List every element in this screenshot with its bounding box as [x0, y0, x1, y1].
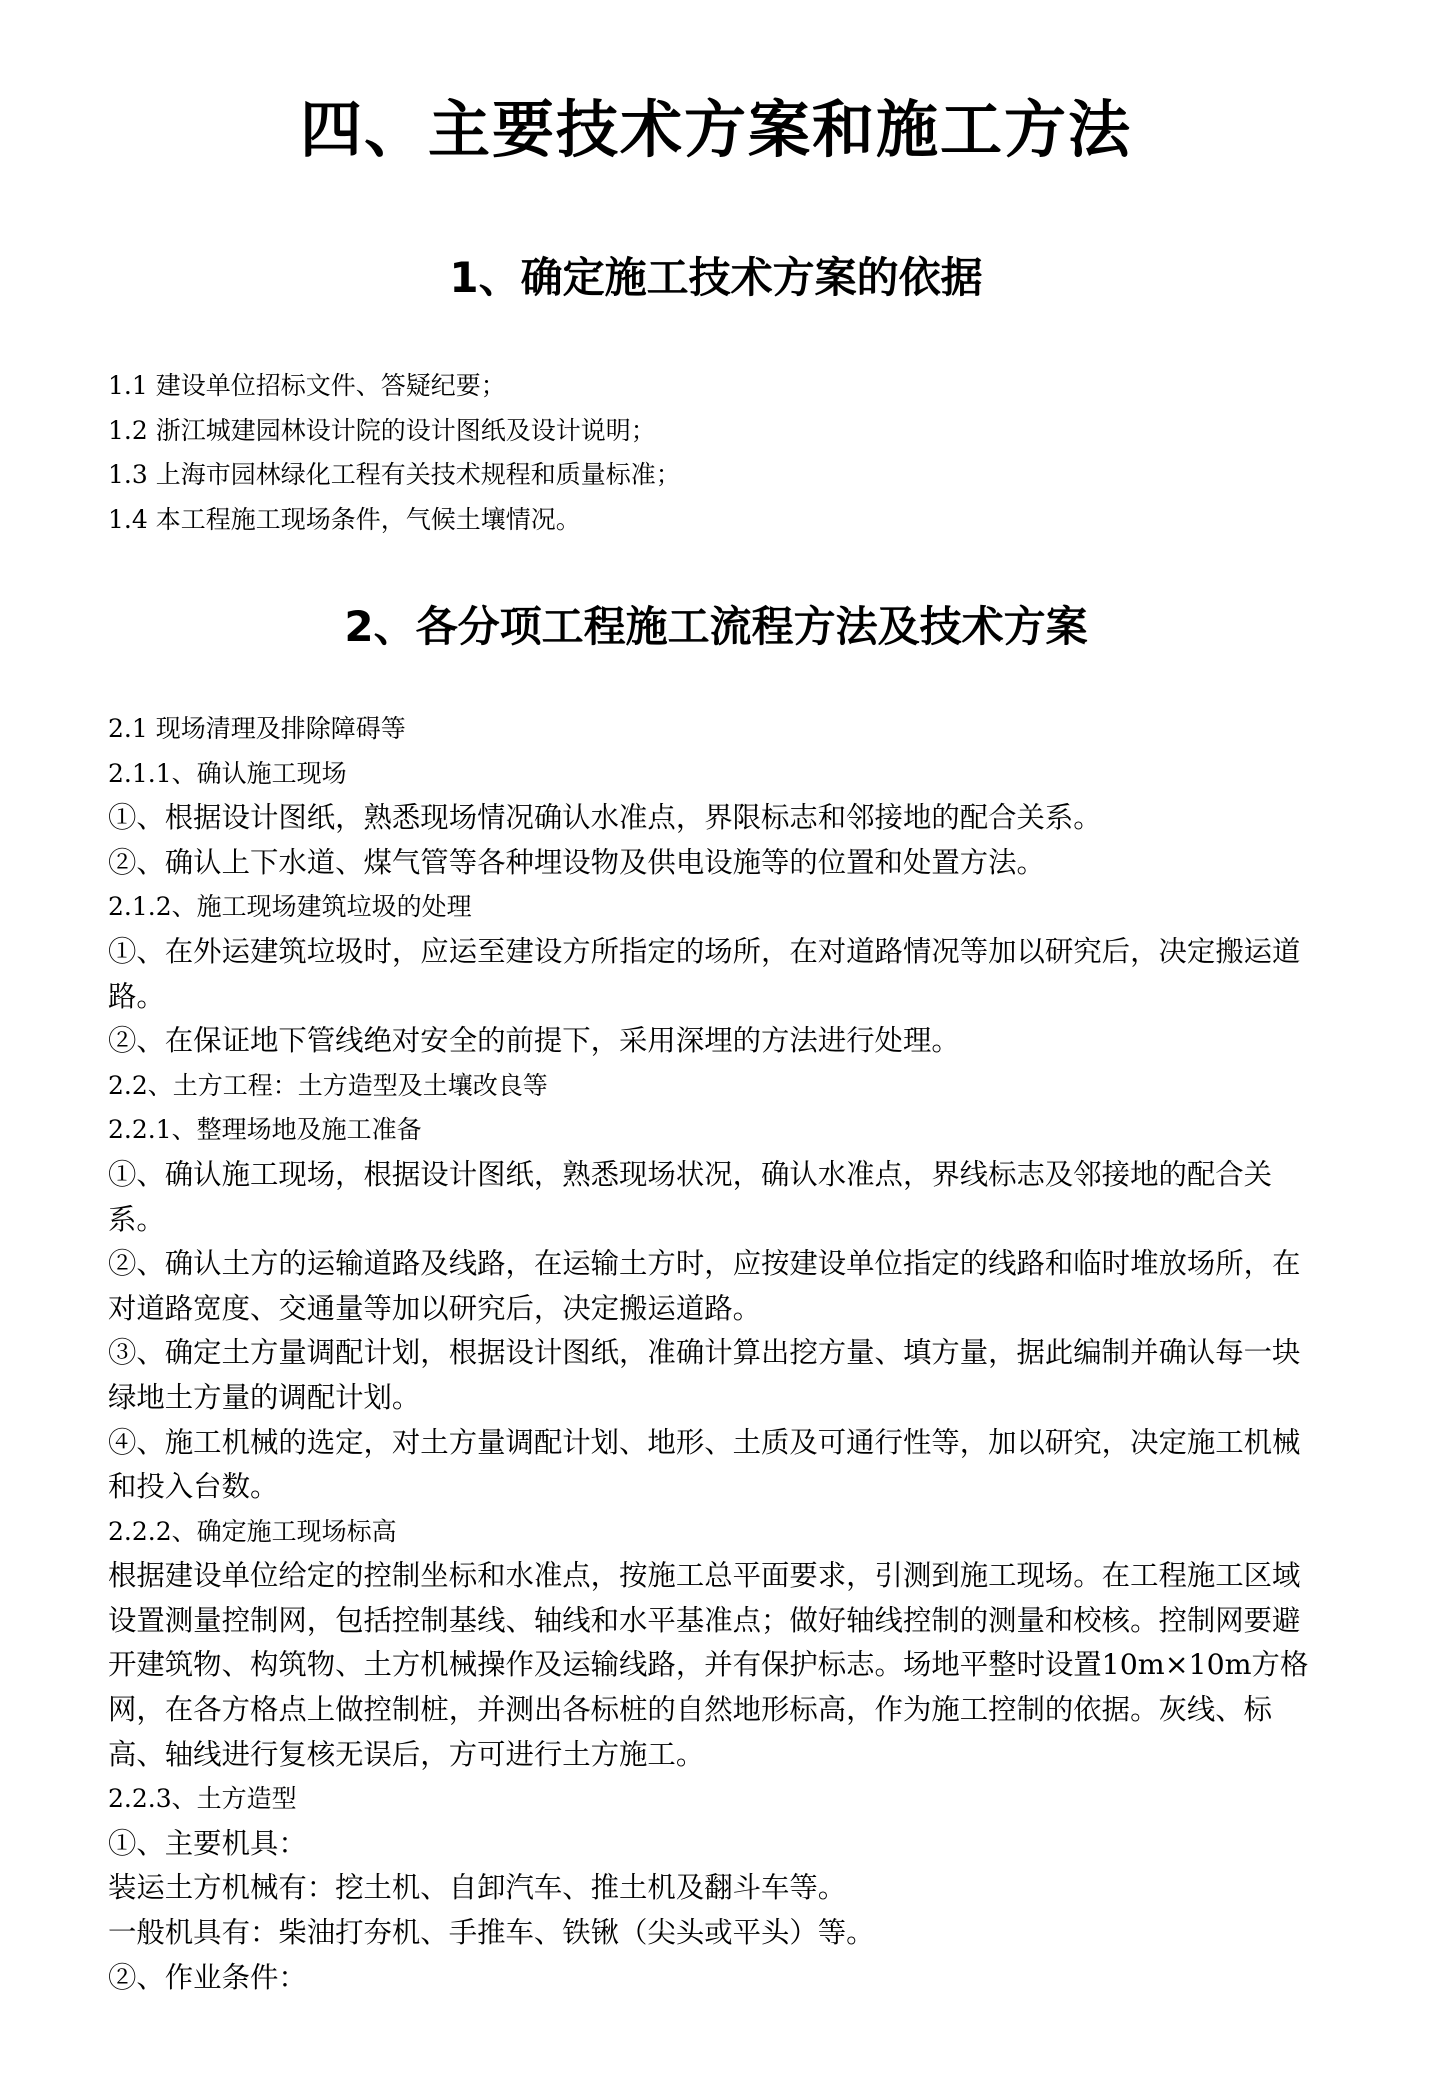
paragraph: ①、根据设计图纸，熟悉现场情况确认水准点，界限标志和邻接地的配合关系。 [108, 801, 1102, 835]
basis-list [108, 364, 1338, 542]
subsection-heading: 2.2.1、整理场地及施工准备 [108, 1115, 422, 1145]
paragraph: ①、主要机具： [108, 1826, 307, 1860]
list-item: 1.2 浙江城建园林设计院的设计图纸及设计说明； [108, 415, 656, 445]
paragraph: ③、确定土方量调配计划，根据设计图纸，准确计算出挖方量、填方量，据此编制并确认每一块绿地土方量的调配计划。 [108, 1336, 1301, 1414]
paragraph: ②、确认上下水道、煤气管等各种埋设物及供电设施等的位置和处置方法。 [108, 845, 1045, 879]
paragraph: ②、确认土方的运输道路及线路，在运输土方时，应按建设单位指定的线路和临时堆放场所，在对道路宽度、交通量等加以研究后，决定搬运道路。 [108, 1247, 1301, 1325]
paragraph: ④、施工机械的选定，对土方量调配计划、地形、土质及可通行性等，加以研究，决定施工机械和投入台数。 [108, 1425, 1301, 1504]
paragraph: 一般机具有：柴油打夯机、手推车、铁锹（尖头或平头）等。 [108, 1916, 875, 1950]
paragraph: ②、在保证地下管线绝对安全的前提下，采用深埋的方法进行处理。 [108, 1024, 960, 1058]
subsection-heading: 2.1.2、施工现场建筑垃圾的处理 [108, 892, 472, 922]
list-item: 1.1 建设单位招标文件、答疑纪要； [108, 371, 506, 400]
paragraph: ①、在外运建筑垃圾时，应运至建设方所指定的场所，在对道路情况等加以研究后，决定搬运道路。 [108, 934, 1301, 1013]
subsection-heading: 2.2.3、土方造型 [108, 1784, 297, 1814]
paragraph: ①、确认施工现场，根据设计图纸，熟悉现场状况，确认水准点，界线标志及邻接地的配合关系。 [108, 1157, 1273, 1236]
section-2-body [108, 707, 1326, 2000]
section-1-heading: 1、确定施工技术方案的依据 [449, 253, 983, 302]
list-item: 1.4 本工程施工现场条件，气候土壤情况。 [108, 504, 581, 534]
list-item: 1.3 上海市园林绿化工程有关技术规程和质量标准； [108, 460, 681, 489]
subsection-heading: 2.1 现场清理及排除障碍等 [108, 714, 406, 743]
paragraph: 根据建设单位给定的控制坐标和水准点，按施工总平面要求，引测到施工现场。在工程施工区域设置测量控制网，包括控制基线、轴线和水平基准点；做好轴线控制的测量和校核。控制网要避开建筑物、构筑物、土方机械操作及运输线路，并有保护标志。场地平整时设置10m×10m方格网，在各方格点上做控制桩，并测出各标桩的自然地形标高，作为施工控制的依据。灰线、标高、轴线进行复核无误后，方可进行土方施工。 [108, 1559, 1309, 1771]
paragraph: 装运土方机械有：挖土机、自卸汽车、推土机及翻斗车等。 [108, 1871, 847, 1905]
paragraph: ②、作业条件： [108, 1960, 307, 1994]
section-2-heading: 2、各分项工程施工流程方法及技术方案 [344, 602, 1088, 651]
subsection-heading: 2.2、土方工程：土方造型及土壤改良等 [108, 1070, 548, 1100]
document-title: 四、主要技术方案和施工方法 [299, 93, 1132, 166]
subsection-heading: 2.2.2、确定施工现场标高 [108, 1516, 397, 1546]
subsection-heading: 2.1.1、确认施工现场 [108, 758, 347, 788]
